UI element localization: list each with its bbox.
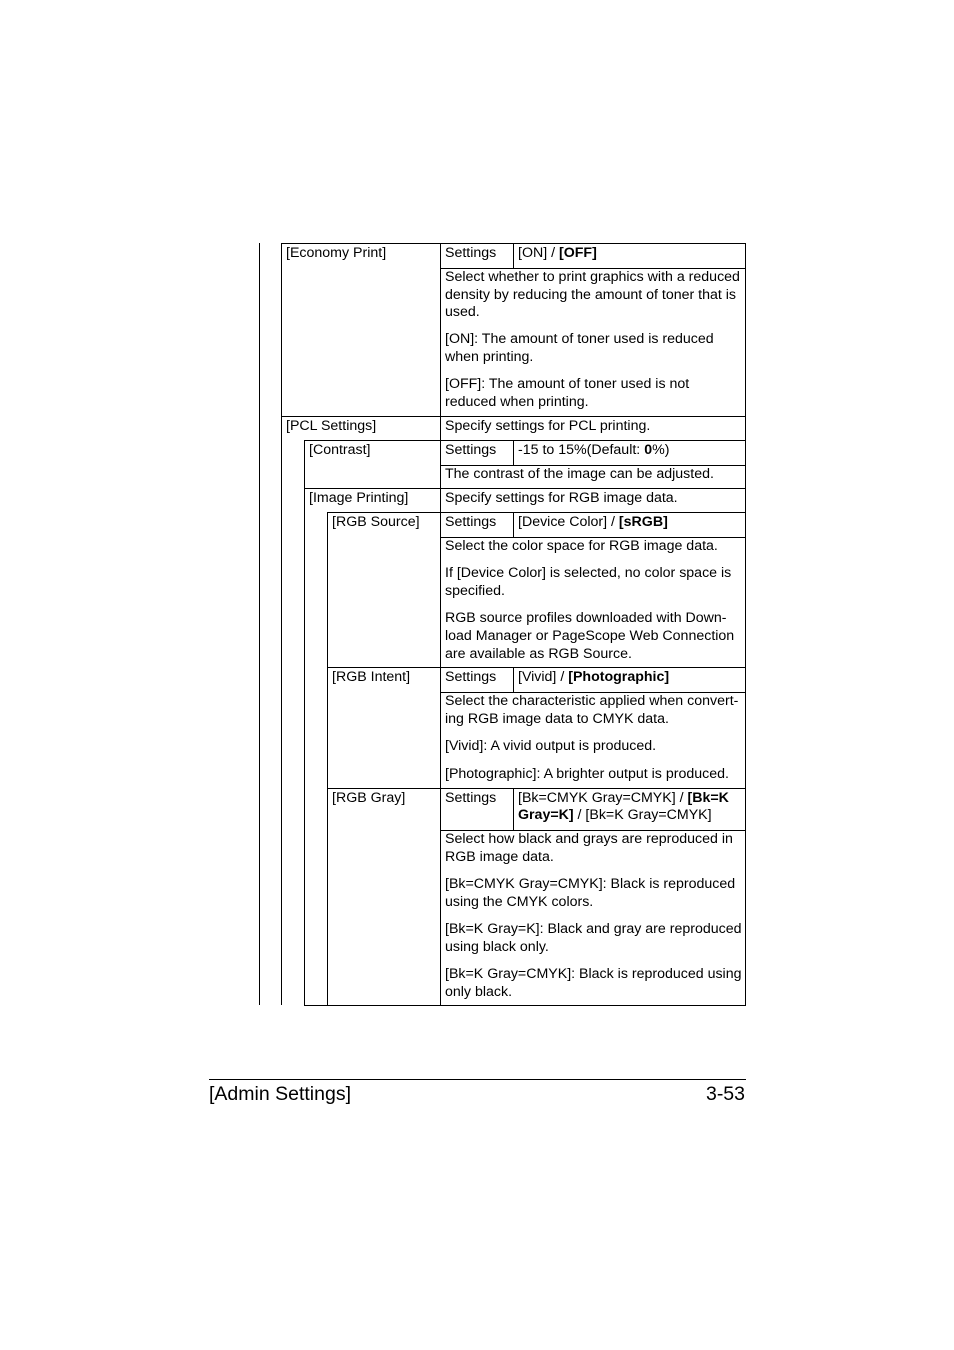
default-value: [Bk=K: [687, 790, 729, 806]
settings-divider-intent: [513, 667, 514, 692]
rgb-source-desc: If [Device Color] is selected, no color space is: [445, 565, 732, 581]
rgb-gray-desc: RGB image data.: [445, 849, 554, 865]
contrast-label: [Contrast]: [309, 442, 371, 458]
value-text: [Device Color] /: [518, 514, 619, 530]
indent-1-border: [304, 440, 305, 1005]
economy-print-desc: Select whether to print graphics with a reduced: [445, 269, 740, 285]
outer-left-rule: [259, 243, 260, 1005]
table-left-border: [281, 243, 282, 1005]
value-text: [Vivid] /: [518, 669, 569, 685]
rgb-intent-desc: [Photographic]: A brighter output is produced.: [445, 766, 729, 782]
rule: [281, 416, 746, 417]
contrast-value: [518, 442, 669, 460]
rgb-intent-value: [518, 669, 669, 687]
economy-print-settings-label: Settings: [445, 245, 497, 261]
rule: [327, 788, 746, 789]
rgb-gray-desc: [Bk=CMYK Gray=CMYK]: Black is reproduced: [445, 876, 736, 892]
rule: [327, 512, 746, 513]
default-value: [OFF]: [559, 245, 597, 261]
rgb-gray-desc: using the CMYK colors.: [445, 894, 594, 910]
rgb-source-desc: are available as RGB Source.: [445, 645, 632, 662]
economy-print-desc: when printing.: [445, 349, 534, 365]
right-border: [745, 243, 746, 1005]
default-value: [Photographic]: [568, 669, 670, 685]
rgb-gray-desc: only black.: [445, 984, 513, 1000]
rgb-source-value: [518, 514, 668, 532]
economy-print-desc: [OFF]: The amount of toner used is not: [445, 376, 690, 392]
rgb-source-settings-label: Settings: [445, 514, 497, 530]
economy-print-desc: reduced when printing.: [445, 394, 589, 410]
economy-print-desc: [ON]: The amount of toner used is reduced: [445, 331, 714, 347]
rgb-intent-settings-label: Settings: [445, 669, 497, 685]
image-printing-label: [Image Printing]: [309, 490, 409, 506]
rgb-gray-value: [518, 807, 712, 825]
contrast-desc: The contrast of the image can be adjusted.: [445, 466, 714, 482]
rgb-intent-desc: [Vivid]: A vivid output is produced.: [445, 738, 657, 754]
value-text: [ON] /: [518, 245, 559, 261]
settings-divider-contrast: [513, 440, 514, 465]
default-value: 0: [644, 442, 653, 458]
rgb-source-desc: specified.: [445, 583, 505, 599]
rgb-gray-desc: using black only.: [445, 939, 549, 955]
value-text: / [Bk=K Gray=CMYK]: [573, 807, 712, 823]
settings-divider-economy: [513, 243, 514, 268]
settings-divider-gray: [513, 788, 514, 830]
economy-print-label: [Economy Print]: [286, 245, 387, 261]
value-text: %): [652, 442, 670, 458]
rgb-gray-desc: [Bk=K Gray=K]: Black and gray are reproduced: [445, 921, 742, 937]
rgb-gray-label: [RGB Gray]: [332, 790, 406, 806]
rgb-gray-desc: [Bk=K Gray=CMYK]: Black is reproduced using: [445, 966, 742, 982]
rgb-gray-settings-label: Settings: [445, 790, 497, 806]
settings-divider-source: [513, 512, 514, 537]
economy-print-desc: density by reducing the amount of toner that is: [445, 286, 737, 303]
rgb-intent-label: [RGB Intent]: [332, 669, 411, 685]
default-value: [sRGB]: [618, 514, 668, 530]
rule: [327, 667, 746, 668]
rgb-intent-desc: Select the characteristic applied when convert-: [445, 693, 739, 709]
pcl-settings-desc: Specify settings for PCL printing.: [445, 418, 651, 434]
value-text: [Bk=CMYK Gray=CMYK] /: [518, 790, 688, 806]
indent-2-border: [327, 512, 328, 1005]
rgb-intent-desc: ing RGB image data to CMYK data.: [445, 711, 669, 727]
value-text: -15 to 15%(Default:: [518, 442, 645, 458]
rule: [304, 488, 746, 489]
top-border: [281, 243, 746, 244]
image-printing-desc: Specify settings for RGB image data.: [445, 490, 678, 506]
rgb-source-desc: RGB source profiles downloaded with Down-: [445, 610, 727, 626]
page-number: 3-53: [705, 1083, 745, 1105]
column-divider: [440, 243, 441, 1005]
footer-rule: [209, 1079, 746, 1080]
pcl-settings-label: [PCL Settings]: [286, 418, 377, 434]
rgb-source-desc: Select the color space for RGB image data.: [445, 538, 718, 554]
rgb-source-desc: load Manager or PageScope Web Connection: [445, 628, 735, 644]
economy-print-desc: used.: [445, 304, 480, 320]
default-value: Gray=K]: [518, 807, 574, 823]
bottom-border: [304, 1005, 746, 1006]
rule: [304, 440, 746, 441]
rgb-source-label: [RGB Source]: [332, 514, 420, 530]
economy-print-value: [518, 245, 597, 263]
contrast-settings-label: Settings: [445, 442, 497, 458]
rgb-gray-desc: Select how black and grays are reproduced in: [445, 831, 733, 847]
footer-section-title: [Admin Settings]: [209, 1083, 351, 1105]
rgb-gray-value: [518, 790, 729, 808]
